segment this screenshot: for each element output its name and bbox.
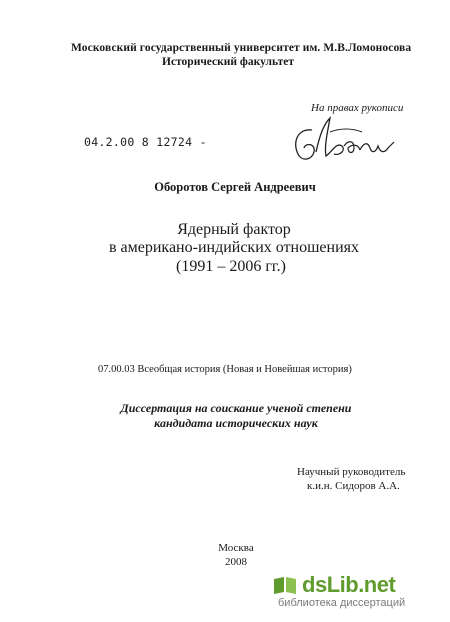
logo-part-lib: Lib [326,572,359,597]
watermark-logo[interactable] [302,574,395,596]
title-line-3: (1991 – 2006 гг.) [176,258,286,275]
title-line-2: в американо-индийских отношениях [108,239,360,256]
year: 2008 [225,556,247,568]
specialty-code: 07.00.03 Всеобщая история (Новая и Новейшая история) [98,364,352,375]
faculty-name: Исторический факультет [162,56,295,68]
dissertation-line-1: Диссертация на соискание ученой степени [120,401,352,415]
university-name: Московский государственный университет им. М.В.Ломоносова [71,42,412,54]
supervisor-label: Научный руководитель [297,466,406,478]
city: Москва [218,542,254,554]
dissertation-line-2: кандидата исторических наук [154,416,318,430]
watermark[interactable] [272,574,442,618]
logo-part-ds: ds [302,572,327,597]
author-signature [290,112,400,168]
watermark-tagline: библиотека диссертаций [278,597,406,609]
author-name: Оборотов Сергей Андреевич [154,180,316,194]
title-line-1: Ядерный фактор [177,221,291,238]
logo-part-net: .net [358,572,396,597]
catalog-code: 04.2.00 8 12724 - [84,135,207,149]
rights-note: На правах рукописи [311,102,404,114]
book-icon [272,575,298,595]
supervisor-name: к.и.н. Сидоров А.А. [307,480,400,492]
